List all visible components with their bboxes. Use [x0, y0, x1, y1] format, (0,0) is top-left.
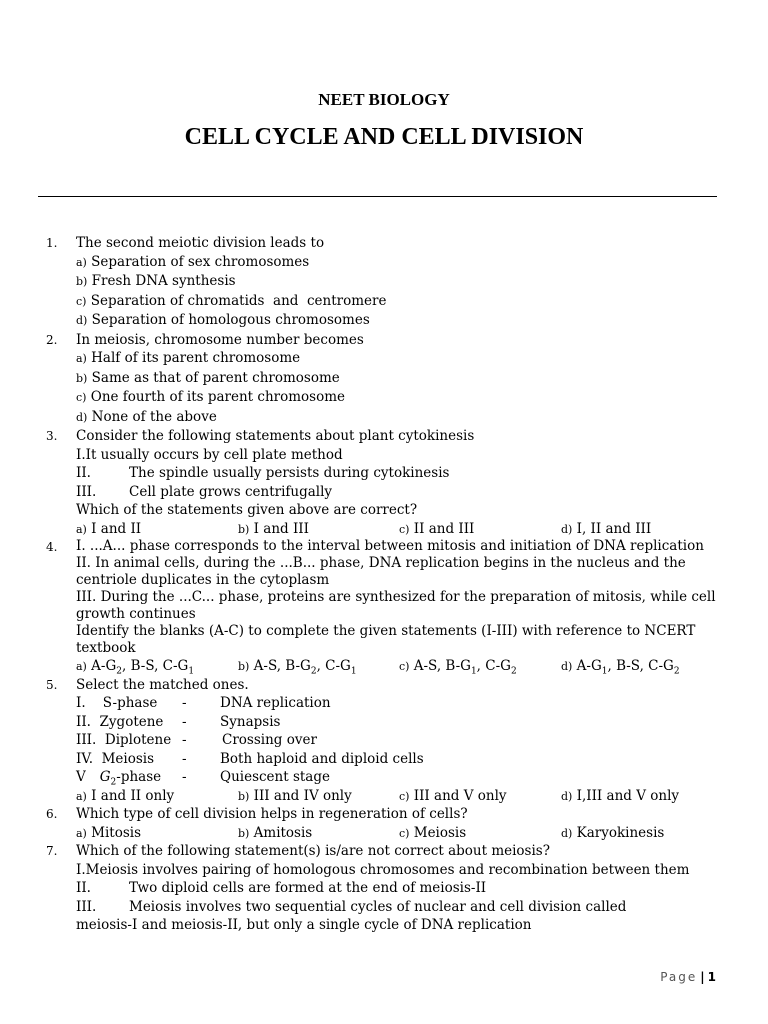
option-a	[76, 253, 768, 273]
match-term: II. Zygotene	[76, 713, 164, 730]
option-a	[76, 520, 141, 540]
question-5	[0, 676, 768, 806]
question-3	[0, 427, 768, 538]
option-b	[238, 657, 357, 677]
option-letter: a)	[76, 522, 87, 536]
phase-suffix: -phase	[116, 769, 162, 785]
options-row	[76, 520, 768, 539]
option-letter: a)	[76, 352, 87, 365]
option-letter: c)	[399, 660, 410, 673]
option-letter: d)	[561, 826, 573, 840]
option-text: Separation of chromatids and centromere	[90, 292, 387, 309]
statement-number: II.	[76, 465, 91, 481]
question-6	[0, 805, 768, 842]
question-list	[0, 234, 768, 935]
question-2	[0, 331, 768, 428]
subscript: 1	[601, 666, 608, 677]
match-row	[76, 713, 768, 732]
subscript: 2	[110, 777, 117, 788]
statement-text: Two diploid cells are formed at the end of meiosis-II	[129, 880, 487, 896]
option-letter: b)	[238, 522, 250, 536]
match-dash: -	[182, 732, 187, 748]
option-letter: c)	[76, 294, 87, 308]
question-4	[0, 538, 768, 676]
page-label: Page	[660, 970, 698, 984]
roman-numeral: V	[76, 769, 86, 785]
option-text: II and III	[413, 520, 475, 537]
statement-number: III.	[76, 483, 97, 500]
option-letter: c)	[399, 522, 410, 536]
option-text: A-G	[91, 658, 117, 674]
option-text: III and IV only	[253, 787, 352, 804]
option-text: III and V only	[413, 787, 507, 804]
statement-3	[76, 898, 768, 917]
option-text: Separation of homologous chromosomes	[91, 312, 370, 328]
question-number: 2.	[46, 332, 58, 347]
options-row	[76, 824, 768, 843]
option-letter: a)	[76, 660, 87, 673]
match-dash: -	[182, 713, 187, 730]
option-text: None of the above	[91, 408, 217, 425]
statement-number: III.	[76, 898, 97, 915]
question-number: 6.	[46, 807, 58, 821]
option-d	[76, 408, 768, 428]
match-description: Crossing over	[222, 732, 317, 748]
option-text: I and II	[91, 520, 142, 537]
option-text: , C-G	[476, 658, 511, 674]
statement-3	[76, 483, 768, 502]
match-dash: -	[182, 769, 187, 785]
statement-2	[76, 879, 768, 898]
statement-text: Meiosis involves two sequential cycles of nuclear and cell division called	[129, 898, 627, 915]
option-a	[76, 657, 194, 677]
option-text: A-G	[576, 658, 602, 674]
match-row	[76, 750, 768, 769]
option-text: Amitosis	[253, 824, 313, 841]
option-b	[76, 272, 768, 292]
statement-2: II. In animal cells, during the ...B... phase, DNA replication begins in the nucleus and the centriole duplicates in the cytoplasm	[76, 555, 686, 588]
statement-text: The spindle usually persists during cytokinesis	[129, 465, 450, 481]
option-letter: b)	[238, 660, 250, 673]
option-letter: d)	[76, 410, 88, 424]
match-dash: -	[182, 750, 187, 767]
option-text: Mitosis	[91, 824, 142, 841]
option-letter: d)	[561, 660, 573, 673]
option-text: One fourth of its parent chromosome	[90, 389, 346, 405]
header-divider	[38, 196, 717, 197]
option-letter: d)	[561, 522, 573, 536]
option-text: I,III and V only	[576, 787, 680, 804]
option-letter: d)	[76, 314, 88, 327]
statement-3-continued: meiosis-I and meiosis-II, but only a single cycle of DNA replication	[76, 917, 532, 933]
question-1	[0, 234, 768, 331]
option-text: , C-G	[316, 658, 351, 674]
option-b	[238, 787, 352, 807]
subscript: 1	[470, 666, 477, 677]
match-row	[76, 731, 768, 750]
question-stem: In meiosis, chromosome number becomes	[76, 331, 364, 348]
match-term: IV. Meiosis	[76, 750, 155, 767]
option-b	[238, 824, 312, 844]
match-row	[76, 768, 768, 787]
option-text: A-S, B-G	[413, 658, 471, 674]
match-description: Both haploid and diploid cells	[220, 750, 424, 767]
option-a	[76, 787, 174, 807]
subject-heading: NEET BIOLOGY	[318, 90, 450, 109]
statement-1: I. ...A... phase corresponds to the interval between mitosis and initiation of DNA replication	[76, 538, 704, 554]
subscript: 1	[350, 666, 357, 677]
question-ask: Identify the blanks (A-C) to complete the given statements (I-III) with reference to NCERT textbook	[76, 623, 696, 656]
option-letter: a)	[76, 826, 87, 840]
question-ask: Which of the statements given above are correct?	[76, 502, 418, 518]
option-b	[238, 520, 309, 540]
option-text: I and III	[253, 520, 309, 537]
subscript: 1	[188, 666, 195, 677]
option-text: I and II only	[91, 787, 175, 804]
question-stem: Select the matched ones.	[76, 676, 249, 693]
option-d	[561, 520, 651, 540]
option-letter: c)	[76, 391, 87, 404]
statement-3: III. During the ...C... phase, proteins are synthesized for the preparation of mitosis, while cell growth continues	[76, 589, 716, 622]
option-d	[561, 787, 679, 807]
question-number: 3.	[46, 429, 58, 443]
option-c	[76, 292, 768, 312]
match-description: Quiescent stage	[220, 769, 330, 785]
option-letter: b)	[238, 826, 250, 840]
option-text: , B-S, C-G	[607, 658, 674, 674]
option-a	[76, 349, 768, 369]
options-row	[76, 657, 768, 676]
question-number: 4.	[46, 540, 58, 554]
option-c	[399, 520, 474, 540]
statement-1: I.It usually occurs by cell plate method	[76, 446, 343, 463]
subscript: 2	[116, 666, 122, 677]
option-letter: d)	[561, 789, 573, 803]
option-text: A-S, B-G	[253, 658, 311, 674]
option-b	[76, 369, 768, 389]
option-d	[76, 311, 768, 331]
match-term: III. Diplotene	[76, 732, 172, 748]
match-term: I. S-phase	[76, 695, 158, 711]
option-text: Half of its parent chromosome	[91, 350, 301, 366]
option-letter: b)	[76, 371, 88, 385]
page-separator: |	[700, 970, 705, 984]
option-letter: c)	[399, 826, 410, 840]
page-number: 1	[707, 970, 716, 984]
option-text: Same as that of parent chromosome	[91, 369, 340, 386]
match-description: DNA replication	[220, 695, 331, 711]
question-number: 5.	[46, 677, 58, 692]
option-text: Separation of sex chromosomes	[91, 253, 310, 270]
question-stem: Consider the following statements about plant cytokinesis	[76, 428, 475, 444]
page-footer	[660, 970, 716, 984]
question-stem: The second meiotic division leads to	[76, 235, 325, 251]
options-row	[76, 787, 768, 806]
option-d	[561, 824, 664, 844]
option-c	[399, 657, 517, 677]
subscript: 2	[510, 666, 517, 677]
question-stem: Which type of cell division helps in regeneration of cells?	[76, 806, 468, 822]
statement-1: I.Meiosis involves pairing of homologous chromosomes and recombination between them	[76, 861, 690, 878]
phase-letter: G	[99, 769, 111, 785]
option-letter: a)	[76, 255, 87, 269]
option-text: Karyokinesis	[576, 824, 665, 841]
statement-2	[76, 464, 768, 483]
statement-number: II.	[76, 880, 91, 896]
question-7	[0, 842, 768, 935]
option-letter: b)	[238, 789, 250, 803]
question-number: 7.	[46, 844, 58, 858]
statement-text: Cell plate grows centrifugally	[129, 483, 333, 500]
subscript: 2	[673, 666, 680, 677]
page-title: CELL CYCLE AND CELL DIVISION	[184, 124, 584, 150]
option-c	[399, 787, 507, 807]
question-stem: Which of the following statement(s) is/are not correct about meiosis?	[76, 843, 550, 859]
option-text: Fresh DNA synthesis	[91, 273, 236, 289]
match-row	[76, 694, 768, 713]
option-letter: b)	[76, 275, 88, 288]
option-text: Meiosis	[413, 824, 467, 841]
question-number: 1.	[46, 236, 58, 250]
option-text: , B-S, C-G	[122, 658, 189, 674]
option-d	[561, 657, 680, 677]
option-a	[76, 824, 141, 844]
match-description: Synapsis	[220, 713, 281, 730]
option-text: I, II and III	[576, 520, 652, 537]
match-dash: -	[182, 695, 187, 711]
option-letter: c)	[399, 789, 410, 803]
subscript: 2	[310, 666, 317, 677]
option-letter: a)	[76, 789, 87, 803]
match-term	[76, 768, 182, 787]
option-c	[399, 824, 466, 844]
option-c	[76, 388, 768, 408]
